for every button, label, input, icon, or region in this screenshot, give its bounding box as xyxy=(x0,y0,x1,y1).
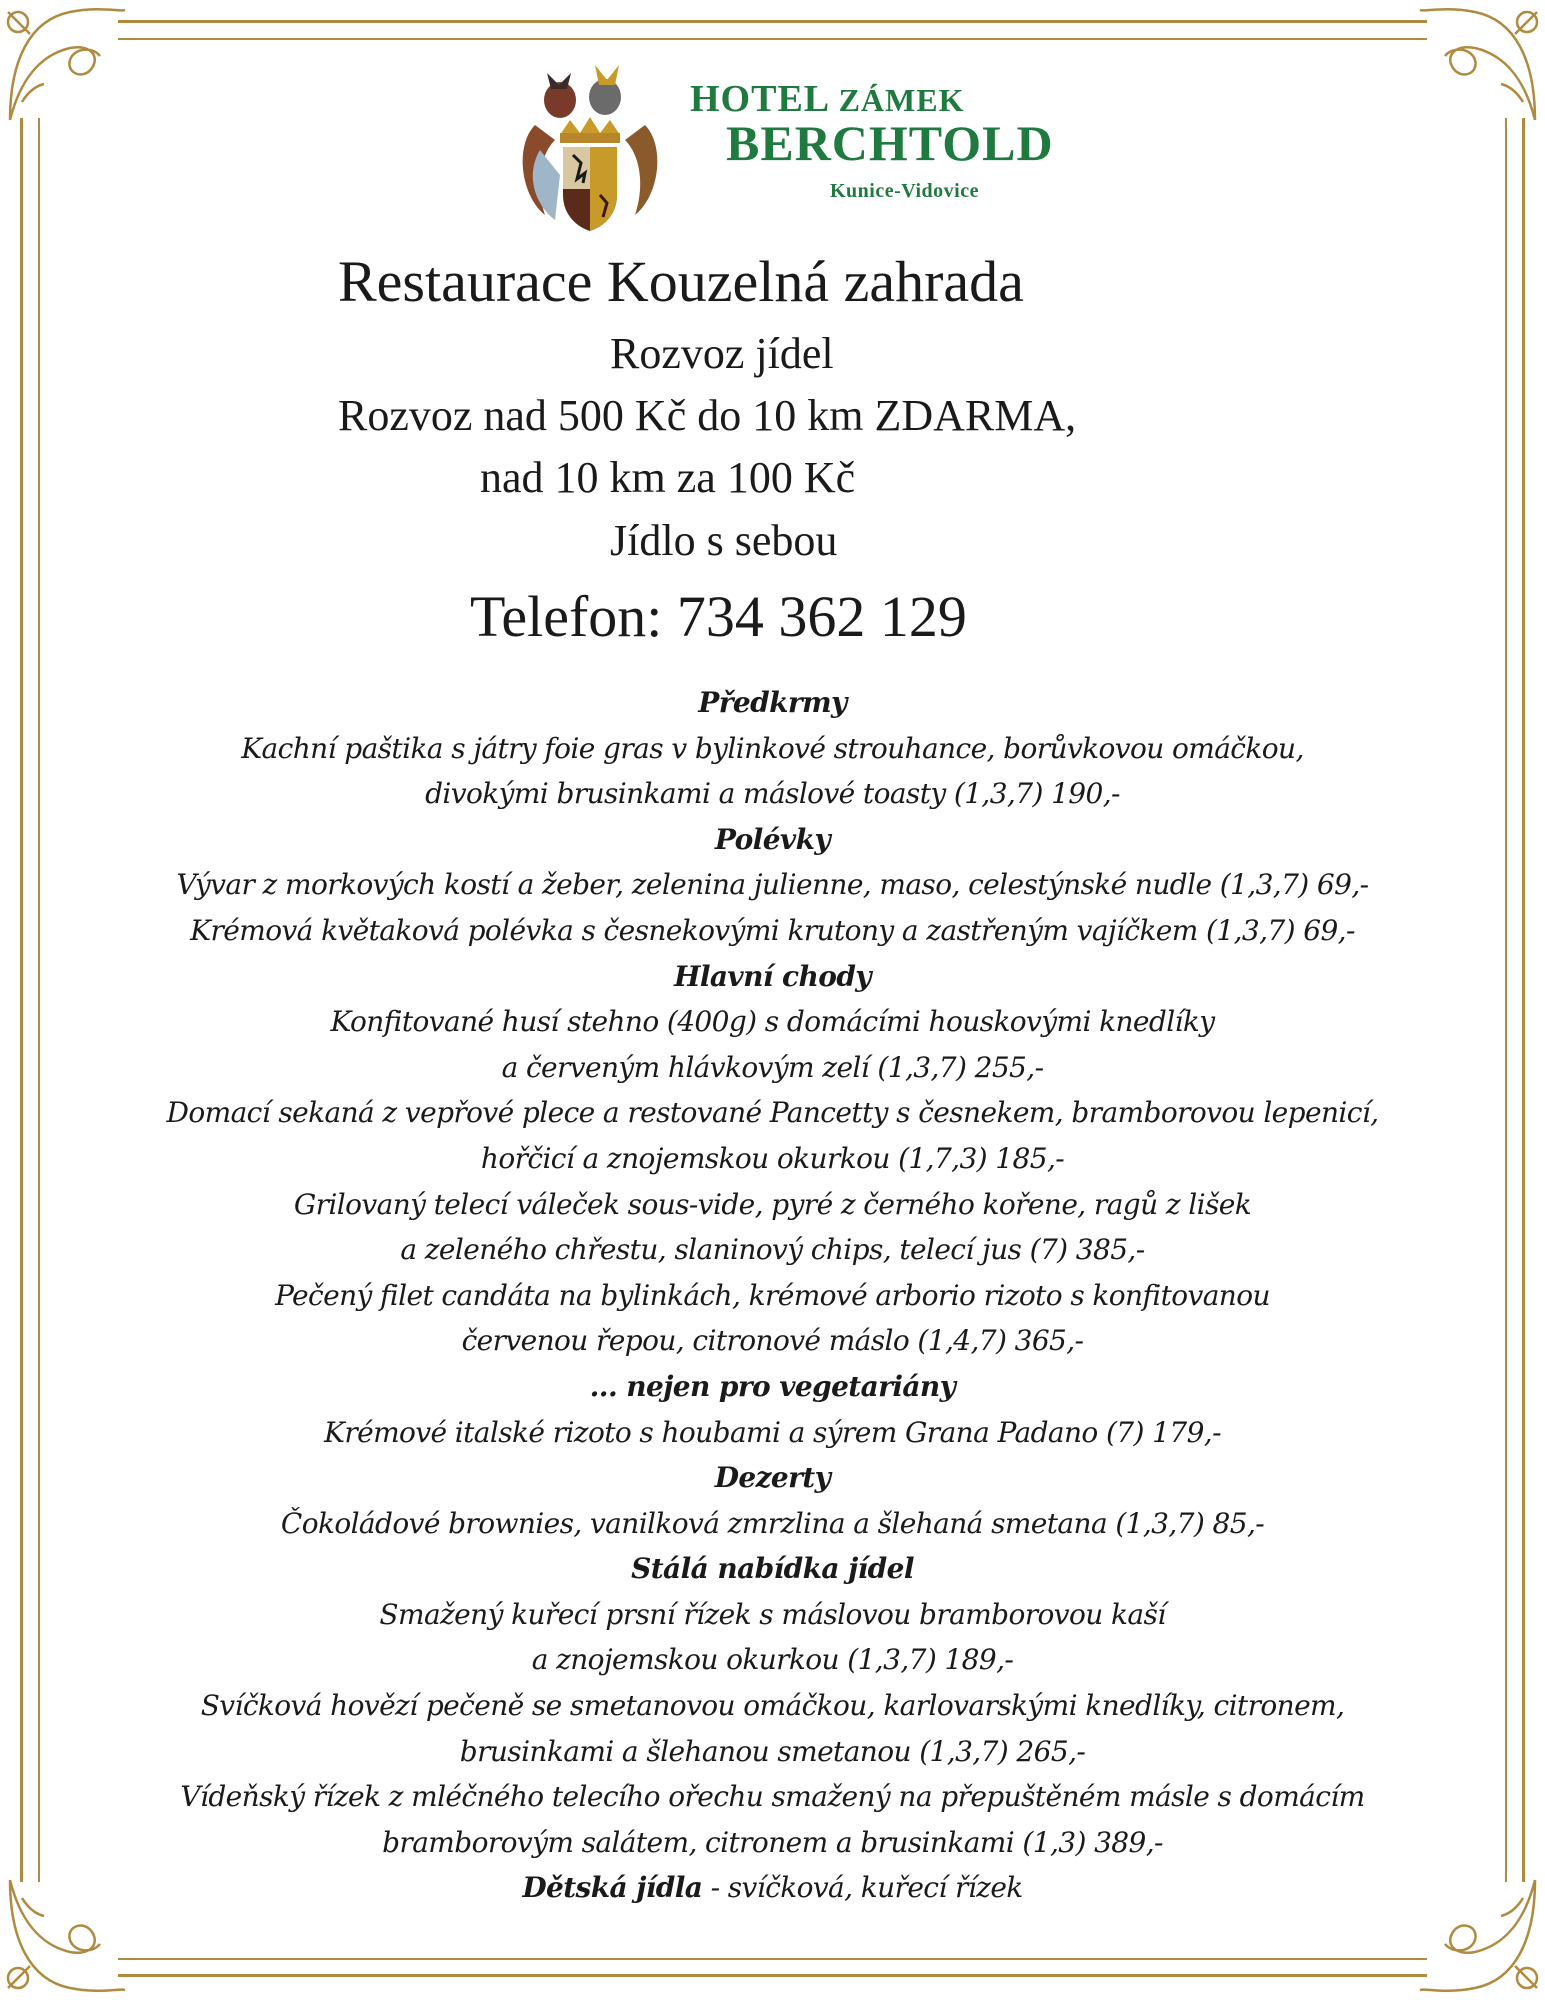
menu-item-line: Vídeňský řízek z mléčného telecího ořechu smažený na přepuštěném másle s domácím xyxy=(180,1780,1365,1814)
takeaway-label: Jídlo s sebou xyxy=(610,516,838,565)
menu-item-line: červenou řepou, citronové máslo (1,4,7) 365,- xyxy=(461,1324,1084,1358)
frame-top-inner xyxy=(118,38,1427,40)
delivery-terms-line1: Rozvoz nad 500 Kč do 10 km ZDARMA, xyxy=(338,391,1077,440)
menu-item-line: Pečený filet candáta na bylinkách, krémové arborio rizoto s konfitovanou xyxy=(275,1278,1270,1312)
logo-wordmark xyxy=(690,80,1054,203)
section-heading-soups: Polévky xyxy=(714,822,831,856)
frame-top-outer xyxy=(118,20,1427,23)
corner-ornament-top-left xyxy=(0,0,130,130)
delivery-terms-line2: nad 10 km za 100 Kč xyxy=(480,453,856,502)
menu-item-line: brusinkami a šlehanou smetanou (1,3,7) 265,- xyxy=(459,1734,1086,1768)
kids-meals-text: - svíčková, kuřecí řízek xyxy=(702,1871,1023,1905)
section-heading-mains: Hlavní chody xyxy=(674,959,871,993)
menu xyxy=(60,680,1485,1911)
hotel-logo xyxy=(515,55,1054,245)
menu-item-line: Čokoládové brownies, vanilková zmrzlina a šlehaná smetana (1,3,7) 85,- xyxy=(280,1506,1265,1540)
corner-ornament-top-right xyxy=(1415,0,1545,130)
logo-zamek: ZÁMEK xyxy=(838,82,965,118)
menu-item-line: a červeným hlávkovým zelí (1,3,7) 255,- xyxy=(501,1050,1044,1084)
frame-right-outer xyxy=(1522,118,1525,1882)
menu-item-line: a zeleného chřestu, slaninový chips, telecí jus (7) 385,- xyxy=(400,1233,1145,1267)
menu-item-line: hořčicí a znojemskou okurkou (1,7,3) 185,- xyxy=(480,1141,1065,1175)
menu-item-line: Vývar z morkových kostí a žeber, zelenina julienne, maso, celestýnské nudle (1,3,7) 69,- xyxy=(176,868,1369,902)
menu-item-line: Krémové italské rizoto s houbami a sýrem Grana Padano (7) 179,- xyxy=(324,1415,1221,1449)
menu-item-line: divokými brusinkami a máslové toasty (1,3,7) 190,- xyxy=(425,777,1120,811)
section-heading-kids: Dětská jídla xyxy=(522,1871,703,1905)
section-heading-desserts: Dezerty xyxy=(714,1461,831,1495)
menu-item-line: Smažený kuřecí prsní řízek s máslovou bramborovou kaší xyxy=(379,1597,1166,1631)
menu-item-line: a znojemskou okurkou (1,3,7) 189,- xyxy=(531,1643,1014,1677)
menu-item-line: Kachní paštika s játry foie gras v bylinkové strouhance, borůvkovou omáčkou, xyxy=(241,731,1304,765)
kids-meals-line xyxy=(60,1865,1485,1911)
frame-bottom-outer xyxy=(118,1974,1427,1977)
delivery-title: Rozvoz jídel xyxy=(610,329,834,378)
phone-number: Telefon: 734 362 129 xyxy=(470,584,967,649)
frame-left-inner xyxy=(38,118,40,1882)
menu-item-line: Svíčková hovězí pečeně se smetanovou omáčkou, karlovarskými knedlíky, citronem, xyxy=(200,1689,1345,1723)
menu-item-line: Grilovaný telecí váleček sous-vide, pyré z černého kořene, ragů z lišek xyxy=(293,1187,1252,1221)
section-heading-vegetarian: ... nejen pro vegetariány xyxy=(589,1369,956,1403)
logo-location: Kunice-Vidovice xyxy=(830,180,979,202)
frame-left-outer xyxy=(20,118,23,1882)
menu-item-line: Domací sekaná z vepřové plece a restované Pancetty s česnekem, bramborovou lepenicí, xyxy=(166,1096,1379,1130)
frame-right-inner xyxy=(1505,118,1507,1882)
menu-item-line: Konfitované husí stehno (400g) s domácími houskovými knedlíky xyxy=(330,1005,1215,1039)
menu-item-line: bramborovým salátem, citronem a brusinkami (1,3) 389,- xyxy=(382,1825,1163,1859)
logo-hotel: HOTEL xyxy=(690,78,829,120)
coat-of-arms-icon xyxy=(515,55,665,235)
section-heading-permanent: Stálá nabídka jídel xyxy=(631,1552,914,1586)
logo-berchtold: BERCHTOLD xyxy=(726,115,1054,171)
section-heading-starters: Předkrmy xyxy=(698,686,847,719)
restaurant-name: Restaurace Kouzelná zahrada xyxy=(338,249,1024,314)
frame-bottom-inner xyxy=(118,1958,1427,1960)
menu-item-line: Krémová květaková polévka s česnekovými krutony a zastřeným vajíčkem (1,3,7) 69,- xyxy=(190,913,1355,947)
